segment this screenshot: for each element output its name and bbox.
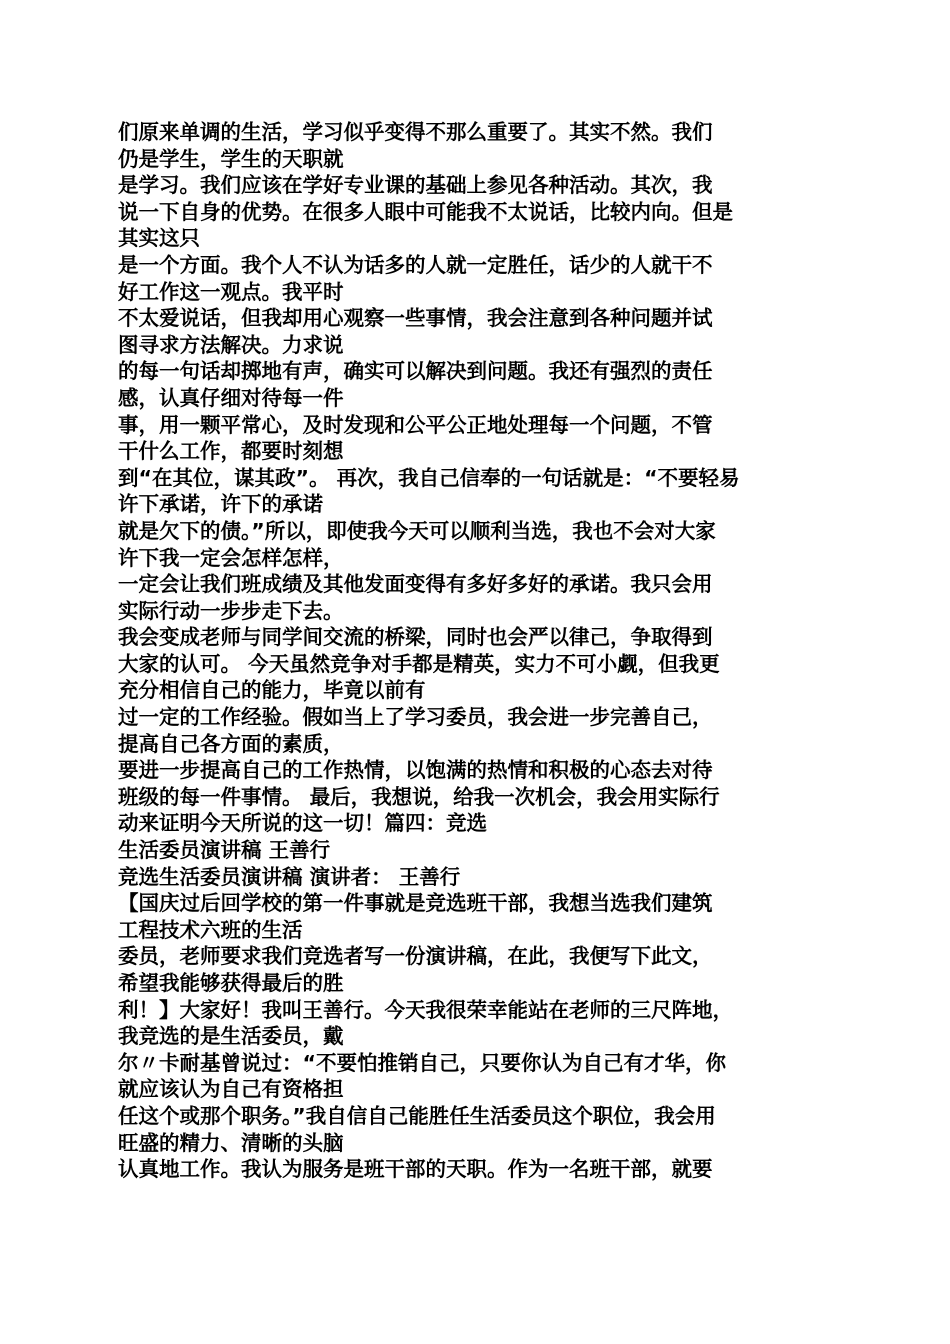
- text-line: 实际行动一步步走下去。: [118, 598, 344, 623]
- text-line: 大家的认可。 今天虽然竞争对手都是精英，实力不可小觑，但我更: [118, 651, 720, 676]
- text-line: 就应该认为自己有资格担: [118, 1077, 344, 1102]
- text-line: 干什么工作，都要时刻想: [118, 439, 344, 464]
- text-line: 认真地工作。我认为服务是班干部的天职。作为一名班干部，就要: [118, 1157, 713, 1182]
- text-line: 仍是学生，学生的天职就: [118, 146, 344, 171]
- text-line: 充分相信自己的能力，毕竟以前有: [118, 678, 426, 703]
- text-line: 工程技术六班的生活: [118, 917, 303, 942]
- text-line: 过一定的工作经验。假如当上了学习委员，我会进一步完善自己，: [118, 705, 713, 730]
- text-line: 事，用一颗平常心，及时发现和公平公正地处理每一个问题，不管: [118, 412, 713, 437]
- text-line: 就是欠下的债。”所以，即使我今天可以顺利当选，我也不会对大家: [118, 518, 716, 543]
- text-line: 利！】大家好！我叫王善行。今天我很荣幸能站在老师的三尺阵地，: [118, 997, 733, 1022]
- text-line: 说一下自身的优势。在很多人眼中可能我不太说话，比较内向。但是: [118, 199, 733, 224]
- text-line: 【国庆过后回学校的第一件事就是竞选班干部，我想当选我们建筑: [118, 891, 713, 916]
- text-line: 是学习。我们应该在学好专业课的基础上参见各种活动。其次，我: [118, 173, 713, 198]
- text-line: 的每一句话却掷地有声，确实可以解决到问题。我还有强烈的责任: [118, 359, 713, 384]
- text-line: 提高自己各方面的素质，: [118, 731, 344, 756]
- text-line: 尔〃卡耐基曾说过：“不要怕推销自己，只要你认为自己有才华，你: [118, 1050, 726, 1075]
- text-line: 好工作这一观点。我平时: [118, 279, 344, 304]
- text-line: 不太爱说话，但我却用心观察一些事情，我会注意到各种问题并试: [118, 306, 713, 331]
- text-line: 动来证明今天所说的这一切！篇四：竞选: [118, 811, 487, 836]
- text-line: 感，认真仔细对待每一件: [118, 385, 344, 410]
- text-line: 们原来单调的生活，学习似乎变得不那么重要了。其实不然。我们: [118, 120, 713, 144]
- text-line: 要进一步提高自己的工作热情，以饱满的热情和积极的心态去对待: [118, 758, 713, 783]
- text-line: 许下我一定会怎样怎样，: [118, 545, 344, 570]
- text-line: 委员，老师要求我们竞选者写一份演讲稿，在此，我便写下此文，: [118, 944, 713, 969]
- text-line: 其实这只: [118, 226, 200, 251]
- text-line: 一定会让我们班成绩及其他发面变得有多好多好的承诺。我只会用: [118, 572, 713, 597]
- text-line: 到“在其位，谋其政”。 再次，我自己信奉的一句话就是：“不要轻易: [118, 465, 740, 490]
- text-line: 班级的每一件事情。 最后，我想说，给我一次机会，我会用实际行: [118, 784, 720, 809]
- text-line: 图寻求方法解决。力求说: [118, 332, 344, 357]
- text-line: 许下承诺，许下的承诺: [118, 492, 323, 517]
- section-heading-line: 竞选生活委员演讲稿 演讲者： 王善行: [118, 864, 461, 889]
- text-line: 旺盛的精力、清晰的头脑: [118, 1130, 344, 1155]
- speech-text-body: [118, 119, 838, 1183]
- section-heading-line: 生活委员演讲稿 王善行: [118, 838, 331, 863]
- text-line: 我竞选的是生活委员，戴: [118, 1024, 344, 1049]
- text-line: 任这个或那个职务。”我自信自己能胜任生活委员这个职位，我会用: [118, 1103, 716, 1128]
- text-line: 希望我能够获得最后的胜: [118, 971, 344, 995]
- text-line: 我会变成老师与同学间交流的桥梁，同时也会严以律己，争取得到: [118, 625, 713, 650]
- text-line: 是一个方面。我个人不认为话多的人就一定胜任，话少的人就干不: [118, 252, 713, 277]
